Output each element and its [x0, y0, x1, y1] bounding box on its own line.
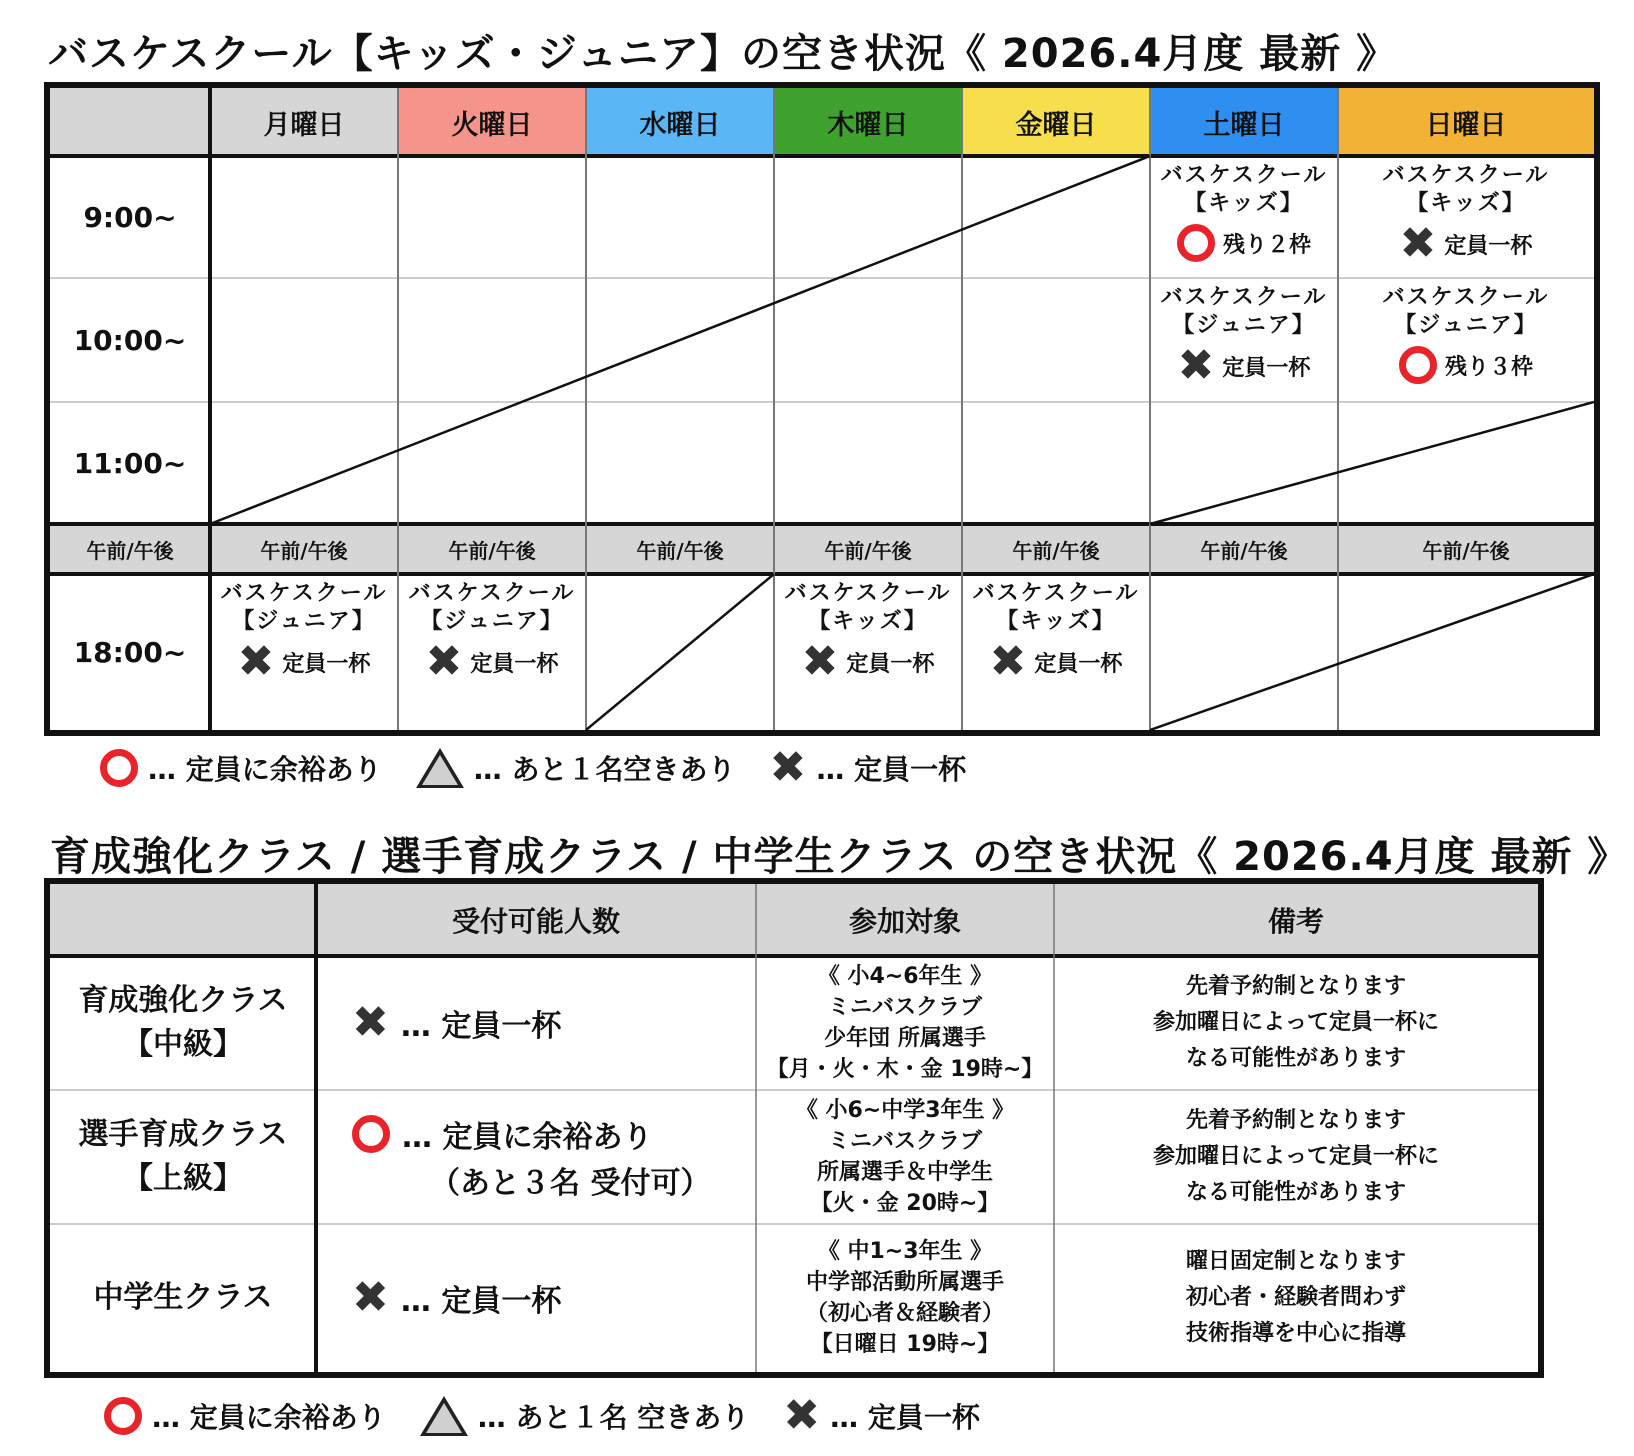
target-line: 中学部活動所属選手: [805, 1270, 1004, 1295]
cross-icon: ✖: [989, 636, 1027, 687]
ampm-label: 午前/午後: [210, 524, 398, 574]
legend-item-available: [104, 1396, 386, 1436]
slot-level: 【キッズ】: [808, 609, 928, 634]
slot-level: 【ジュニア】: [1172, 313, 1316, 338]
target-line: ミニバスクラブ: [827, 1129, 982, 1154]
schedule-table: [44, 82, 1600, 736]
legend-item-available: [100, 748, 382, 788]
day-header-5: 金曜日: [962, 88, 1150, 156]
class-header-1: 受付可能人数: [316, 884, 756, 956]
legend-text-available: … 定員に余裕あり: [148, 753, 382, 786]
time-label: 9:00~: [83, 200, 177, 234]
cross-icon: ✖: [352, 997, 389, 1048]
triangle-icon: [416, 748, 464, 788]
cross-icon: ✖: [783, 1390, 821, 1441]
no-class-diagonal: [586, 574, 774, 730]
class-name: 中学生クラス: [93, 1280, 273, 1315]
time-label: 11:00~: [73, 446, 187, 480]
ampm-label: 午前/午後: [774, 524, 962, 574]
slot-level: 【キッズ】: [1406, 191, 1526, 216]
slot-class-name: バスケスクール: [1160, 285, 1328, 310]
circle-icon: [104, 1397, 142, 1435]
target-line: （初心者＆経験者）: [805, 1301, 1004, 1326]
slot-status-text: 定員一杯: [1034, 651, 1123, 677]
slot-class-name: バスケスクール: [1382, 163, 1550, 188]
no-class-diagonal: [1150, 402, 1594, 524]
slot-level: 【キッズ】: [996, 609, 1116, 634]
day-header-6: 土曜日: [1150, 88, 1338, 156]
class-title: 育成強化クラス / 選手育成クラス / 中学生クラス の空き状況《 2026.4月度 最新 》: [50, 834, 1629, 880]
note-line: 先着予約制となります: [1185, 1108, 1406, 1133]
time-label: 10:00~: [73, 323, 187, 357]
legend-item-full: [769, 742, 967, 793]
note-line: なる可能性があります: [1185, 1180, 1406, 1205]
slot-class-name: バスケスクール: [784, 581, 952, 606]
slot-status-text: 定員一杯: [282, 651, 371, 677]
day-header-2: 火曜日: [398, 88, 586, 156]
slot-level: 【キッズ】: [1184, 191, 1304, 216]
cross-icon: ✖: [352, 1272, 389, 1323]
ampm-label: 午前/午後: [962, 524, 1150, 574]
circle-icon: [100, 749, 138, 787]
slot-class-name: バスケスクール: [972, 581, 1140, 606]
slot-level: 【ジュニア】: [232, 609, 376, 634]
day-header-1: 月曜日: [210, 88, 398, 156]
cross-icon: ✖: [237, 636, 275, 687]
legend-text-full: … 定員一杯: [816, 753, 967, 786]
legend-item-one-left: [416, 748, 736, 788]
day-header-3: 水曜日: [586, 88, 774, 156]
class-level: 【中級】: [123, 1027, 243, 1062]
triangle-icon: [420, 1396, 468, 1436]
ampm-label: 午前/午後: [1150, 524, 1338, 574]
legend-item-full: [783, 1390, 980, 1441]
day-header-4: 木曜日: [774, 88, 962, 156]
class-level: 【上級】: [123, 1161, 243, 1196]
cross-icon: ✖: [769, 742, 807, 793]
note-line: 参加曜日によって定員一杯に: [1152, 1144, 1439, 1169]
slot-status-text: 定員一杯: [470, 651, 559, 677]
slot-class-name: バスケスクール: [1160, 163, 1328, 188]
target-line: 【火・金 20時~】: [810, 1191, 1000, 1216]
note-line: 技術指導を中心に指導: [1185, 1321, 1406, 1346]
ampm-label: 午前/午後: [50, 524, 210, 574]
target-line: 【月・火・木・金 19時~】: [766, 1057, 1044, 1082]
class-grid-lines: [50, 884, 1538, 1372]
schedule-legend: [100, 742, 1000, 793]
slot-class-name: バスケスクール: [1382, 285, 1550, 310]
legend-text-available: … 定員に余裕あり: [152, 1401, 386, 1434]
schedule-grid-lines: [50, 88, 1594, 730]
slot-level: 【ジュニア】: [1394, 313, 1538, 338]
cross-icon: ✖: [1177, 340, 1215, 391]
capacity-text: … 定員一杯: [400, 1009, 562, 1044]
class-legend: [104, 1390, 1014, 1441]
no-class-diagonal: [1150, 574, 1594, 730]
ampm-label: 午前/午後: [586, 524, 774, 574]
capacity-text: … 定員一杯: [400, 1284, 562, 1319]
slot-class-name: バスケスクール: [408, 581, 576, 606]
day-header-7: 日曜日: [1338, 88, 1594, 156]
note-line: なる可能性があります: [1185, 1046, 1406, 1071]
slot-status-text: 残り２枠: [1222, 232, 1311, 258]
target-line: 《 中1~3年生 》: [817, 1239, 993, 1264]
slot-status-text: 残り３枠: [1444, 354, 1533, 380]
slot-status-text: 定員一杯: [1222, 355, 1311, 381]
legend-text-full: … 定員一杯: [830, 1401, 980, 1434]
cross-icon: ✖: [801, 636, 839, 687]
ampm-label: 午前/午後: [398, 524, 586, 574]
target-line: 《 小6~中学3年生 》: [795, 1098, 1015, 1123]
target-line: 少年団 所属選手: [824, 1026, 986, 1051]
class-header-2: 参加対象: [756, 884, 1054, 956]
target-line: 所属選手＆中学生: [816, 1160, 993, 1185]
target-line: ミニバスクラブ: [827, 995, 982, 1020]
time-label: 18:00~: [73, 635, 187, 669]
legend-text-one-left: … あと１名 空きあり: [477, 1401, 750, 1434]
ampm-label: 午前/午後: [1338, 524, 1594, 574]
class-name: 育成強化クラス: [78, 983, 288, 1018]
class-table: [44, 878, 1544, 1378]
class-header-3: 備考: [1054, 884, 1538, 956]
note-line: 先着予約制となります: [1185, 974, 1406, 999]
capacity-text: … 定員に余裕あり: [402, 1120, 653, 1155]
note-line: 曜日固定制となります: [1185, 1249, 1406, 1274]
cross-icon: ✖: [425, 636, 463, 687]
no-class-diagonal: [210, 156, 1150, 524]
class-name: 選手育成クラス: [78, 1117, 288, 1152]
slot-level: 【ジュニア】: [420, 609, 564, 634]
capacity-note: （あと３名 受付可）: [430, 1166, 711, 1201]
note-line: 参加曜日によって定員一杯に: [1152, 1010, 1439, 1035]
note-line: 初心者・経験者問わず: [1185, 1285, 1406, 1310]
slot-status-text: 定員一杯: [1444, 233, 1533, 259]
slot-class-name: バスケスクール: [220, 581, 388, 606]
legend-text-one-left: … あと１名空きあり: [473, 753, 736, 786]
target-line: 【日曜日 19時~】: [810, 1332, 1000, 1357]
legend-item-one-left: [420, 1396, 750, 1436]
schedule-title: バスケスクール【キッズ・ジュニア】の空き状況《 2026.4月度 最新 》: [48, 31, 1398, 77]
cross-icon: ✖: [1399, 218, 1437, 269]
slot-status-text: 定員一杯: [846, 651, 935, 677]
target-line: 《 小4~6年生 》: [817, 964, 993, 989]
